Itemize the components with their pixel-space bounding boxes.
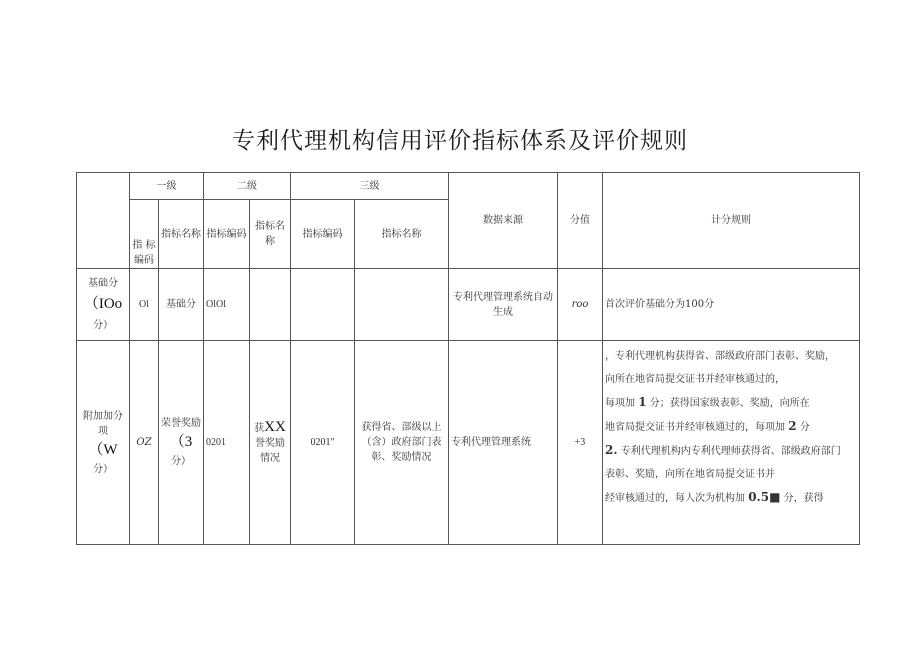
rule-line: ，专利代理机构获得省、部级政府部门表彰、奖励， [605,351,835,362]
l1-name: 荣誉奖励 [161,418,201,429]
header-l1-name: 指标名称 [159,200,204,269]
l2-name-prefix: 获 [254,422,265,434]
header-row-1 [77,173,860,200]
source-cell: 专利代理管理系统自动生成 [449,269,558,341]
rule-text: 每项加 [605,398,635,409]
header-l3-code: 指标编码 [291,200,355,269]
rule-text: 地省局提交证书并经审核通过的，每项加 [605,422,785,433]
rule-line [605,439,857,463]
l3-name-cell [355,269,449,341]
category-label: 基础分 [88,278,118,289]
rule-text: 经审核通过的，每人次为机构加 [605,493,745,504]
category-label: 附加加分项 [83,410,123,437]
l1-name-cell [159,341,204,545]
header-l1-code: 指 标编码 [130,200,159,269]
category-cell [77,341,130,545]
page-title: 专利代理机构信用评价指标体系及评价规则 [232,128,688,154]
l1-code-cell: OZ [130,341,159,545]
header-l3-name: 指标名称 [355,200,449,269]
l2-code-cell: 0201 [204,341,250,545]
score-cell: roo [558,269,603,341]
header-level2: 二级 [204,173,291,200]
rule-text: 分；获得国家级表彰、奖励，向所在 [649,398,810,409]
l3-code-cell: 0201" [291,341,355,545]
rule-number: 1 [638,395,647,409]
evaluation-table [76,172,860,545]
l1-name-points: （3 [169,434,193,450]
l2-name-cell [250,269,291,341]
rule-cell: 首次评价基础分为100分 [603,269,860,341]
rule-line: 向所在地省局提交证书并经审核通过的， [605,374,785,385]
l3-name-cell: 获得省、部级以上（含）政府部门表彰、奖励情况 [355,341,449,545]
header-l2-code: 指标编码 [204,200,250,269]
rule-line [605,486,857,510]
category-unit: 分） [93,463,113,475]
rule-text: 分 [799,422,810,433]
corner-cell [77,173,130,269]
rule-cell [603,341,860,545]
rule-text: 分，获得 [783,493,824,504]
header-data-source: 数据来源 [449,173,558,269]
table-row-base [77,269,860,341]
rule-line [605,391,857,415]
category-unit: 分） [93,320,113,331]
rule-number: 0.5■ [748,490,781,504]
l2-code-cell: OlOl [204,269,250,341]
header-rule: 计分规则 [603,173,860,269]
l1-code-cell: Ol [130,269,159,341]
header-l2-name: 指标名称 [250,200,291,269]
rule-number: 2 [788,419,797,433]
rule-text: 专利代理机构内专利代理师获得省、部级政府部门 [620,446,841,457]
l2-name-rest: 誉奖励情况 [255,437,285,464]
rule-line: 表彰、奖励，向所在地省局提交证书并 [605,469,775,480]
l2-name-cell [250,341,291,545]
header-level1: 一级 [130,173,204,200]
l1-name-unit: 分） [171,456,191,467]
header-score: 分值 [558,173,603,269]
rule-number: 2. [605,443,618,457]
table-row-bonus [77,341,860,545]
rule-line [605,415,857,439]
header-level3: 三级 [291,173,449,200]
category-points: （W [88,441,118,458]
score-cell: +3 [558,341,603,545]
source-cell: 专利代理管理系统 [449,341,558,545]
l1-name-cell: 基础分 [159,269,204,341]
l2-name-big: XX [264,418,286,435]
category-cell [77,269,130,341]
l3-code-cell [291,269,355,341]
category-points: （IOo [83,296,123,312]
